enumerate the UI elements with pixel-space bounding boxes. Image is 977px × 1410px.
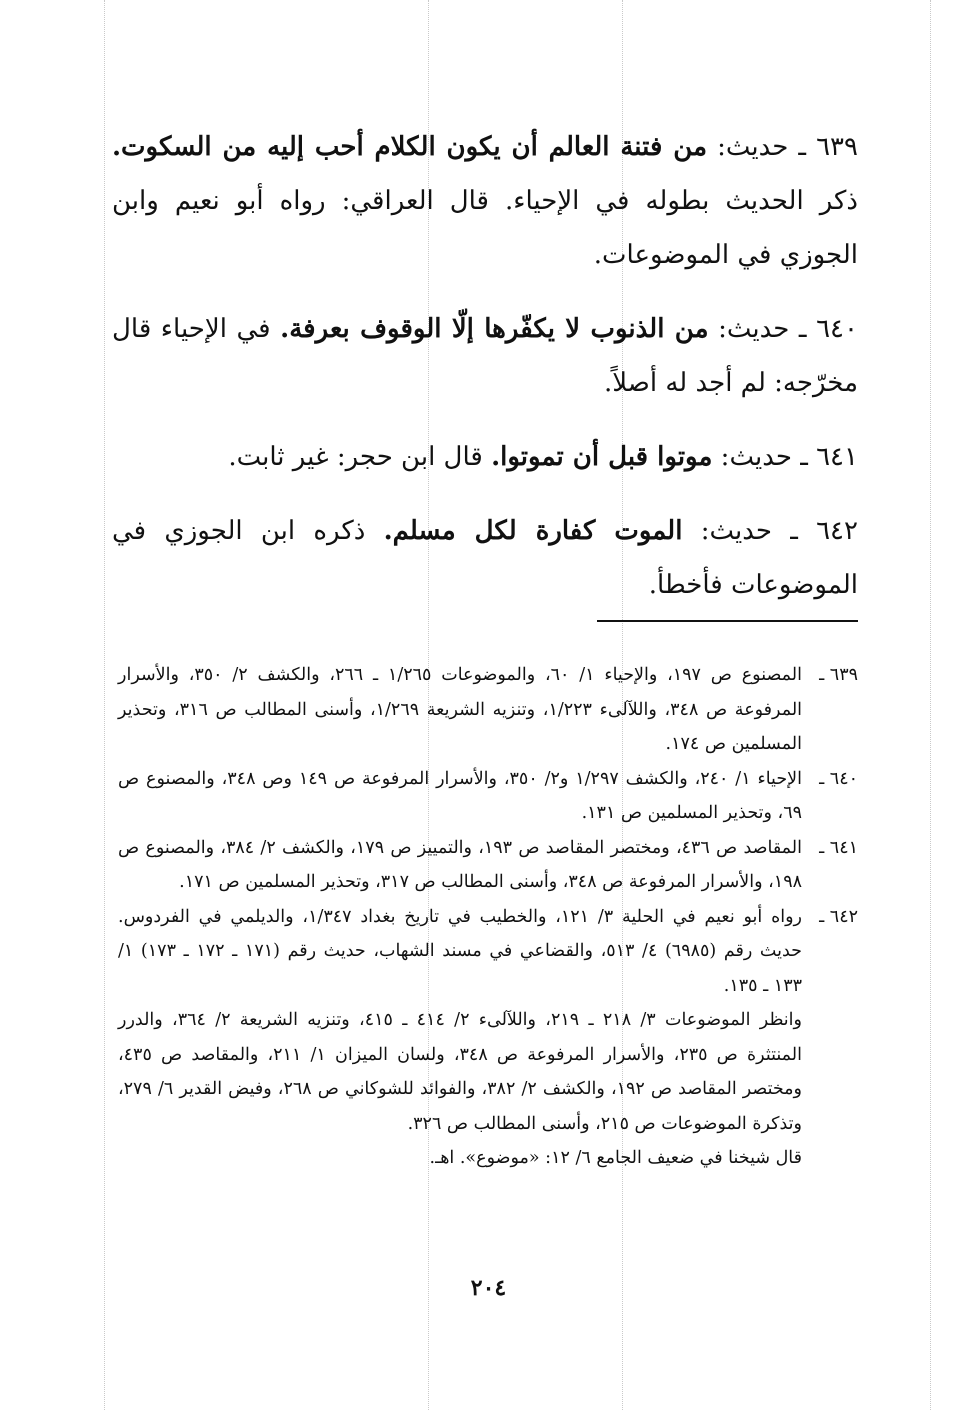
footnote-text: المقاصد ص ٤٣٦، ومختصر المقاصد ص ١٩٣، والتمييز ص ١٧٩، والكشف ٢/ ٣٨٤، والمصنوع ص ١٩٨، والأسرار المرفوعة ص ٣٤٨، وأسنى المطالب ص ٣١٧، وتحذير المسلمين ص ١٧١. [118, 837, 802, 892]
footnote-number: ٦٤٢ ـ [819, 906, 858, 927]
scan-artifact-line [930, 0, 931, 1410]
page-number: ٢٠٤ [470, 1275, 507, 1301]
main-text [112, 120, 858, 632]
entry-number: ٦٤٢ ـ حديث: [682, 516, 858, 546]
hadith-text: موتوا قبل أن تموتوا. [491, 442, 713, 472]
footnote-642-verdict: قال شيخنا في ضعيف الجامع ٦/ ١٢: «موضوع». اهـ. [429, 1148, 802, 1168]
footnote-text: المصنوع ص ١٩٧، والإحياء ١/ ٦٠، والموضوعات ١/٢٦٥ ـ ٢٦٦، والكشف ٢/ ٣٥٠، والأسرار المرفوعة ص ٣٤٨، واللآلىء ١/٢٢٣، وتنزيه الشريعة ١/٢٦٩، وأسنى المطالب ص ٣١٦، وتحذير المسلمين ص ١٧٤. [118, 665, 803, 754]
hadith-text: من الذنوب لا يكفّرها إلّا الوقوف بعرفة. [280, 314, 709, 344]
footnote-640 [118, 762, 858, 831]
entry-commentary: ذكره ابن الجوزي في الموضوعات فأخطأ. [112, 516, 858, 600]
footnote-number: ٦٤٠ ـ [819, 768, 858, 789]
footnote-text: رواه أبو نعيم في الحلية ٣/ ١٢١، والخطيب في تاريخ بغداد ١/٣٤٧، والديلمي في الفردوس. حديث رقم (٦٩٨٥) ٤/ ٥١٣، والقضاعي في مسند الشهاب، حديث رقم (١٧١ ـ ١٧٢ ـ ١٧٣) ١/ ١٣٣ ـ ١٣٥. [118, 906, 803, 996]
scan-artifact-line [104, 0, 105, 1410]
footnote-number: ٦٤١ ـ [819, 837, 858, 858]
hadith-entry-642 [112, 504, 858, 612]
hadith-entry-639 [112, 120, 858, 282]
entry-number: ٦٤٠ ـ حديث: [708, 314, 858, 344]
footnote-separator [597, 620, 858, 622]
hadith-text: الموت كفارة لكل مسلم. [383, 516, 683, 546]
entry-commentary: قال ابن حجر: غير ثابت. [228, 442, 492, 472]
entry-number: ٦٣٩ ـ حديث: [707, 132, 858, 162]
footnote-642-continued: وانظر الموضوعات ٣/ ٢١٨ ـ ٢١٩، واللآلىء ٢/ ٤١٤ ـ ٤١٥، وتنزيه الشريعة ٢/ ٣٦٤، والدرر المنتثرة ص ٢٣٥، والأسرار المرفوعة ص ٣٤٨، ولسان الميزان ١/ ٢١١، والمقاصد ص ٤٣٥، ومختصر المقاصد ص ١٩٢، والكشف ٢/ ٣٨٢، والفوائد للشوكاني ص ٢٦٨، وفيض القدير ٦/ ٢٧٩، وتذكرة الموضوعات ص ٢١٥، وأسنى المطالب ص ٣٢٦. [118, 1010, 802, 1134]
entry-commentary: ذكر الحديث بطوله في الإحياء. قال العراقي: رواه أبو نعيم وابن الجوزي في الموضوعات. [112, 186, 858, 270]
footnotes [118, 658, 858, 1176]
footnote-number: ٦٣٩ ـ [819, 665, 858, 685]
footnote-641 [118, 831, 858, 900]
entry-number: ٦٤١ ـ حديث: [712, 442, 858, 472]
footnote-text: الإحياء ١/ ٢٤٠، والكشف ١/٢٩٧ و٢/ ٣٥٠، والأسرار المرفوعة ص ١٤٩ وص ٣٤٨، والمصنوع ص ٦٩، وتحذير المسلمين ص ١٣١. [118, 768, 802, 823]
hadith-entry-640 [112, 302, 858, 410]
footnote-642 [118, 900, 858, 1004]
hadith-text: من فتنة العالم أن يكون الكلام أحب إليه من السكوت. [112, 132, 707, 162]
hadith-entry-641 [112, 430, 858, 484]
entry-commentary: في الإحياء قال مخرّجه: لم أجد له أصلاً. [112, 314, 858, 398]
footnote-639 [118, 658, 858, 762]
